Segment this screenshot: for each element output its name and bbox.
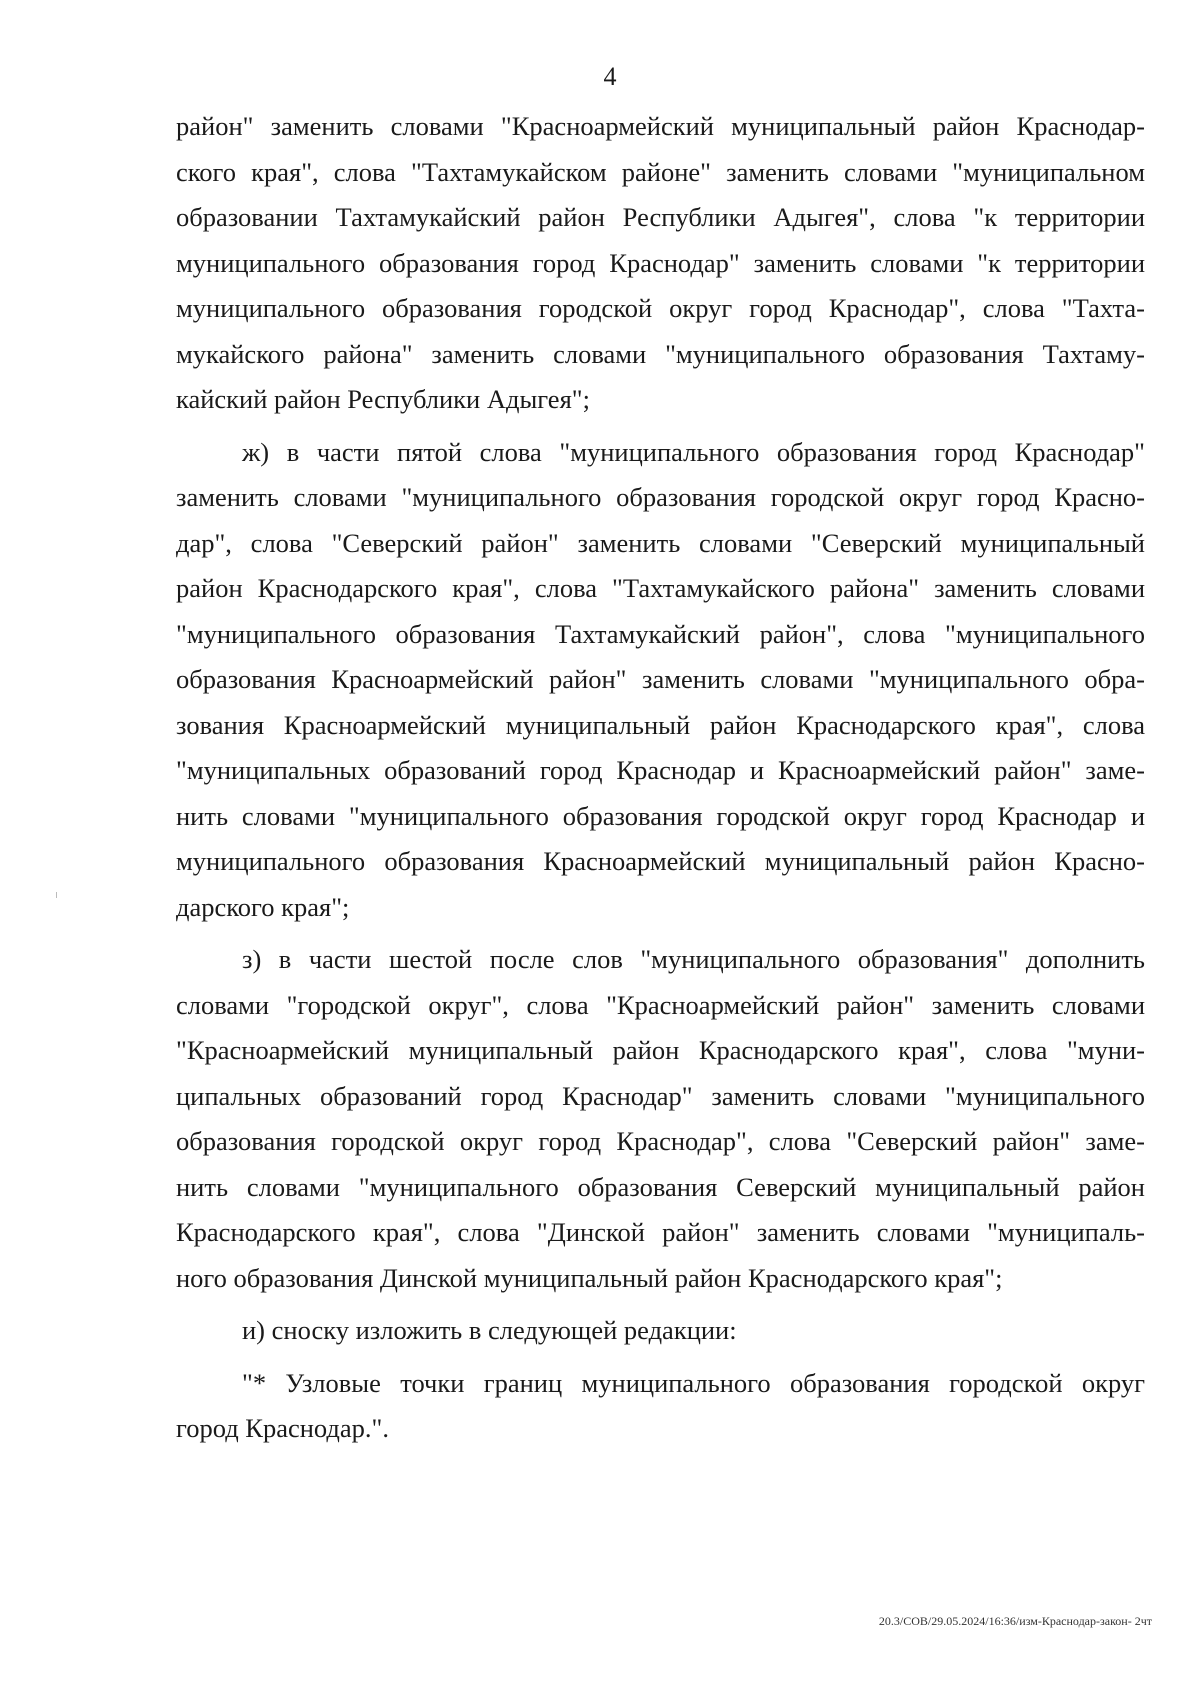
paragraph-item-zh	[176, 430, 1145, 931]
text-line: район Краснодарского края", слова "Тахтамукайского района" заменить словами	[176, 573, 1145, 603]
scan-artifact	[56, 892, 57, 898]
text-line: кайский район Республики Адыгея";	[176, 384, 590, 414]
text-line: ципальных образований город Краснодар" заменить словами "муниципального	[176, 1080, 1145, 1111]
text-line: дар", слова "Северский район" заменить словами "Северский муниципальный	[176, 527, 1145, 558]
text-line: нить словами "муниципального образования Северский муниципальный район	[176, 1171, 1145, 1202]
document-footer-code: 20.3/СОВ/29.05.2024/16:36/изм-Краснодар-закон- 2чт	[878, 1614, 1152, 1628]
page-number: 4	[603, 62, 617, 91]
text-line: образования городской округ город Краснодар", слова "Северский район" заме-	[176, 1126, 1145, 1156]
text-line: район" заменить словами "Красноармейский муниципальный район Краснодар-	[176, 111, 1145, 141]
text-line: муниципального образования Красноармейский муниципальный район Красно-	[176, 846, 1145, 876]
text-line: ского края", слова "Тахтамукайском районе" заменить словами "муниципальном	[176, 156, 1145, 187]
text-line: и) сноску изложить в следующей редакции:	[242, 1315, 737, 1345]
text-line: мукайского района" заменить словами "муниципального образования Тахтаму-	[176, 338, 1145, 369]
text-line: дарского края";	[176, 891, 350, 922]
text-line: Краснодарского края", слова "Динской район" заменить словами "муниципаль-	[176, 1217, 1145, 1247]
text-line: заменить словами "муниципального образования городской округ город Красно-	[176, 482, 1145, 512]
text-line: муниципального образования город Краснодар" заменить словами "к территории	[176, 247, 1145, 278]
document-body	[176, 104, 1145, 1452]
paragraph-item-z	[176, 937, 1145, 1301]
text-line: "муниципальных образований город Краснодар и Красноармейский район" заме-	[176, 755, 1145, 785]
paragraph-item-i	[176, 1308, 1145, 1354]
text-line: ж) в части пятой слова "муниципального образования город Краснодар"	[242, 436, 1145, 467]
paragraph-continuation	[176, 104, 1145, 423]
text-line: з) в части шестой после слов "муниципального образования" дополнить	[242, 944, 1145, 974]
text-line: ного образования Динской муниципальный район Краснодарского края";	[176, 1262, 1003, 1293]
text-line: "Красноармейский муниципальный район Краснодарского края", слова "муни-	[176, 1035, 1145, 1065]
text-line: "* Узловые точки границ муниципального образования городской округ	[242, 1367, 1145, 1398]
text-line: город Краснодар.".	[176, 1413, 389, 1443]
text-line: словами "городской округ", слова "Красноармейский район" заменить словами	[176, 989, 1145, 1020]
text-line: образования Красноармейский район" заменить словами "муниципального обра-	[176, 664, 1145, 694]
text-line: образовании Тахтамукайский район Республики Адыгея", слова "к территории	[176, 202, 1145, 232]
text-line: "муниципального образования Тахтамукайский район", слова "муниципального	[176, 618, 1145, 649]
text-line: зования Красноармейский муниципальный район Краснодарского края", слова	[176, 709, 1145, 740]
text-line: муниципального образования городской округ город Краснодар", слова "Тахта-	[176, 293, 1145, 323]
paragraph-footnote-text	[176, 1361, 1145, 1452]
text-line: нить словами "муниципального образования городской округ город Краснодар и	[176, 800, 1145, 831]
